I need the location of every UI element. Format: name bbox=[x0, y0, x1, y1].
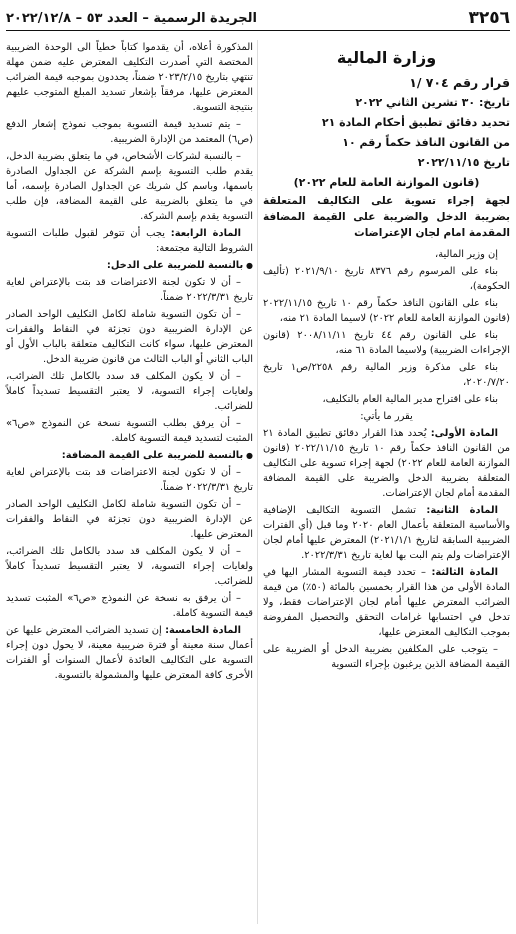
preamble-5: بناء على اقتراح مدير المالية العام بالتكليف، bbox=[322, 394, 498, 405]
article-4 bbox=[6, 226, 253, 256]
article-2-label: المادة الثانية: bbox=[426, 505, 498, 516]
article-3-item-b: – يتوجب على المكلفين بضريبة الدخل أو الضريبة على القيمة المضافة الذين يرغبون بإجراء التسوية bbox=[263, 644, 510, 670]
article-3-text: – تحدد قيمة التسوية المشار اليها في المادة الأولى من هذا القرار بخمسين بالمائة (٥٠٪) من قيمة الضرائب المعترض عليها أمام لجان الإعتراضات فقط، ولا تدخل في احتسابها غرامات التحقق والتحصيل المفروضة بموجب التكاليف المعترض عليها، bbox=[263, 567, 510, 638]
income-tax-heading: ● بالنسبة للضريبة على الدخل: bbox=[6, 258, 253, 273]
decides-line: يقرر ما يأتي: bbox=[360, 411, 413, 422]
left-column bbox=[6, 40, 253, 928]
page-number: ٣٢٥٦ bbox=[468, 8, 510, 28]
preamble-1: بناء على المرسوم رقم ٨٣٧٦ تاريخ ٢٠٢١/٩/١٠ (تأليف الحكومة)، bbox=[263, 266, 510, 292]
article-5-text: إن تسديد الضرائب المعترض عليها عن أعمال سنة معينة أو فترة ضريبية معينة، لا يحول دون إجراء التسوية على التكاليف العائدة لأعمال السنوات أو الفترات الأخرى كافة المعترض عليها والمشمولة بالتسوية. bbox=[6, 625, 253, 681]
preamble-2: بناء على القانون النافذ حكماً رقم ١٠ تاريخ ٢٠٢٢/١١/١٥ (قانون الموازنة العامة للعام ٢٠٢٢) لاسيما المادة ٢١ منه، bbox=[263, 298, 510, 324]
decision-number: قرار رقم ٧٠٤ /١ bbox=[409, 75, 510, 90]
subject-description: لجهة إجراء تسوية على التكاليف المتعلقة بضريبة الدخل والضريبة على القيمة المضافة المقدمة امام لجان الإعتراضات bbox=[263, 195, 510, 239]
article-4-text: يجب أن تتوفر لقبول طلبات التسوية الشروط التالية مجتمعة: bbox=[6, 228, 253, 254]
article-4-label: المادة الرابعة: bbox=[170, 228, 241, 239]
subject-line-3: تاريخ ٢٠٢٢/١١/١٥ bbox=[417, 156, 510, 169]
decision-date: تاريخ: ٣٠ تشرين الثاني ٢٠٢٢ bbox=[355, 96, 510, 109]
publication-info: الجريدة الرسمية – العدد ٥٣ – ٢٠٢٢/١٢/٨ bbox=[6, 10, 257, 26]
article-3 bbox=[263, 565, 510, 640]
vat-heading: ● بالنسبة للضريبة على القيمة المضافة: bbox=[6, 448, 253, 463]
subject-line-1: تحديد دقائق تطبيق أحكام المادة ٢١ bbox=[321, 116, 510, 129]
left-paragraph-1: المذكورة أعلاه، أن يقدموا كتاباً خطياً الى الوحدة الضريبية المختصة التي أصدرت التكليف المعترض عليه ضمن مهلة تنتهي بتاريخ ٢٠٢٣/٢/١٥ ضمناً، يحددون بموجبه قيمة الضرائب المعترض عليها، مرفقاً بإشعار تسديد المبلغ المتوجب عليهم بنتيجة التسوية. bbox=[6, 42, 253, 113]
preamble-3: بناء على القانون رقم ٤٤ تاريخ ٢٠٠٨/١١/١١ (قانون الإجراءات الضريبية) ولاسيما المادة ٦١ منه، bbox=[263, 330, 510, 356]
article-3-label: المادة الثالثة: bbox=[431, 567, 499, 578]
article-1-text: يُحدد هذا القرار دقائق تطبيق المادة ٢١ من القانون النافذ حكماً رقم ١٠ تاريخ ٢٠٢٢/١١/١٥ (قانون الموازنة العامة للعام ٢٠٢٢) لجهة إجراء تسوية على التكاليف المتعلقة بضريبة الدخل والضريبة على القيمة المضافة المقدمة أمام لجان الإعتراضات. bbox=[263, 428, 511, 499]
column-divider bbox=[257, 40, 258, 924]
article-1-label: المادة الأولى: bbox=[430, 428, 499, 439]
preamble-minister: إن وزير المالية، bbox=[435, 249, 498, 260]
vat-condition-4: – أن يرفق به نسخة عن النموذج «ص٦» المثبت تسديد قيمة التسوية كاملة. bbox=[6, 593, 253, 619]
article-2 bbox=[263, 503, 510, 563]
article-5-label: المادة الخامسة: bbox=[165, 625, 242, 636]
left-paragraph-3: – بالنسبة لشركات الأشخاص، في ما يتعلق بضريبة الدخل، يقدم طلب التسوية بإسم الشركة عن الجداول الصادرة باسمها، وباسم كل شريك عن الجداول الصادرة بإسمه، أما في ما يتعلق بالضريبة على القيمة المضافة، فإن طلب التسوية يقدم بإسم الشركة. bbox=[6, 151, 253, 222]
page-header bbox=[6, 6, 510, 31]
ministry-title: وزارة المالية bbox=[336, 48, 437, 67]
income-condition-3: – أن لا يكون المكلف قد سدد بالكامل تلك الضرائب، ولغايات إجراء التسوية، لا يعتبر التقسيط تسديداً كاملاً للضرائب. bbox=[6, 371, 253, 412]
right-column bbox=[263, 40, 510, 928]
subject-line-2: من القانون النافذ حكماً رقم ١٠ bbox=[342, 136, 510, 149]
vat-condition-1: – أن لا تكون لجنة الاعتراضات قد بتت بالإعتراض لغاية تاريخ ٢٠٢٢/٣/٣١ ضمناً. bbox=[6, 467, 253, 493]
income-condition-2: – أن تكون التسوية شاملة لكامل التكليف الواحد الصادر عن الإدارة الضريبية دون تجزئة في النقاط والفقرات المعترض عليها، سواء كانت التكاليف متعلقة بالباب الأول أو الباب الثاني أو الباب الثالث من قانون ضريبة الدخل. bbox=[6, 309, 253, 365]
vat-condition-2: – أن تكون التسوية شاملة لكامل التكليف الواحد الصادر عن الإدارة الضريبية دون تجزئة في النقاط والفقرات المعترض عليها. bbox=[6, 499, 253, 540]
subject-line-4: (قانون الموازنة العامة للعام ٢٠٢٢) bbox=[293, 176, 480, 189]
left-paragraph-2: – يتم تسديد قيمة التسوية بموجب نموذج إشعار الدفع (ص٦) المعتمد من الإدارة الضريبية. bbox=[6, 119, 253, 145]
income-condition-1: – أن لا تكون لجنة الاعتراضات قد بتت بالإعتراض لغاية تاريخ ٢٠٢٢/٣/٣١ ضمناً. bbox=[6, 277, 253, 303]
article-5 bbox=[6, 623, 253, 683]
vat-condition-3: – أن لا يكون المكلف قد سدد بالكامل تلك الضرائب، ولغايات إجراء التسوية، لا يعتبر التقسيط تسديداً كاملاً للضرائب. bbox=[6, 546, 253, 587]
article-1 bbox=[263, 426, 510, 501]
article-2-text: تشمل التسوية التكاليف الإضافية والأساسية المتعلقة بأعمال العام ٢٠٢٠ وما قبل (أي الفترات الضريبية السابقة لتاريخ ٢٠٢١/١/١) المعترض عليها أمام لجان الإعتراضات ولم يتم البت بها لغاية تاريخ ٢٠٢٢/٣/٣١. bbox=[263, 505, 510, 561]
preamble-4: بناء على مذكرة وزير المالية رقم ٢٢٥٨/ص١ تاريخ ٢٠٢٠/٧/٢٠، bbox=[263, 362, 510, 388]
income-condition-4: – أن يرفق بطلب التسوية نسخة عن النموذج «ص٦» المثبت لتسديد قيمة التسوية كاملة. bbox=[6, 418, 253, 444]
